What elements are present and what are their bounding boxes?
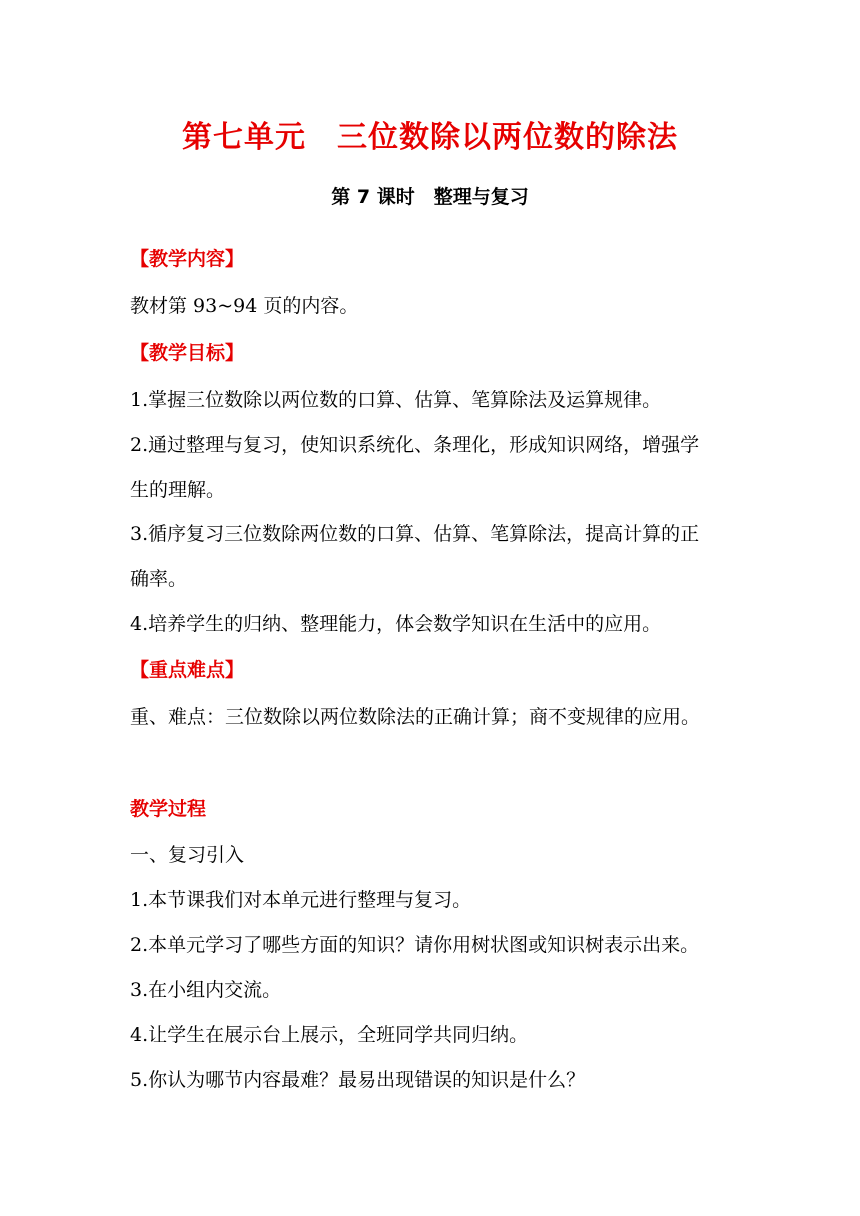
process-line: 1.本节课我们对本单元进行整理与复习。 [130,889,472,911]
goal-line: 生的理解。 [130,479,226,501]
goal-line: 确率。 [130,568,188,590]
section-heading-goals: 【教学目标】 [130,342,245,364]
goal-line: 2.通过整理与复习，使知识系统化、条理化，形成知识网络，增强学 [130,434,700,456]
goal-line: 3.循序复习三位数除两位数的口算、估算、笔算除法，提高计算的正 [130,523,700,545]
section-heading-key-points: 【重点难点】 [130,659,245,681]
key-points-text: 重、难点：三位数除以两位数除法的正确计算；商不变规律的应用。 [130,706,701,728]
content-text: 教材第 93~94 页的内容。 [130,295,359,317]
process-line: 3.在小组内交流。 [130,979,282,1001]
process-subheading: 一、复习引入 [130,844,245,866]
process-line: 2.本单元学习了哪些方面的知识？请你用树状图或知识树表示出来。 [130,934,700,956]
goal-line: 4.培养学生的归纳、整理能力，体会数学知识在生活中的应用。 [130,613,662,635]
section-heading-content: 【教学内容】 [130,248,245,270]
process-line: 5.你认为哪节内容最难？最易出现错误的知识是什么？ [130,1069,586,1091]
unit-title: 第七单元 三位数除以两位数的除法 [182,120,678,155]
process-line: 4.让学生在展示台上展示，全班同学共同归纳。 [130,1024,529,1046]
section-heading-process: 教学过程 [130,798,207,820]
goal-line: 1.掌握三位数除以两位数的口算、估算、笔算除法及运算规律。 [130,389,662,411]
lesson-subtitle: 第 7 课时 整理与复习 [331,186,529,208]
